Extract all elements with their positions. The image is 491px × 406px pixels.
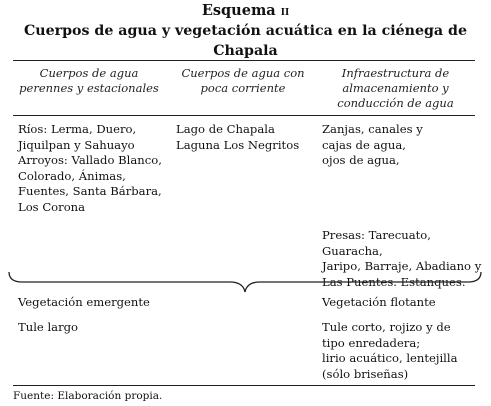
- column-header-perennial: Cuerpos de agua perennes y estacionales: [19, 66, 159, 95]
- emergent-vegetation-heading: Vegetación emergente: [18, 295, 150, 309]
- schema-label: [0, 2, 491, 21]
- floating-vegetation-heading: Vegetación flotante: [322, 295, 436, 309]
- schema-word: Esquema: [201, 2, 281, 19]
- column-header-low-current: Cuerpos de agua con poca corriente: [181, 66, 305, 95]
- schema-title: Cuerpos de agua y vegetación acuática en la ciénega de Chapala: [23, 23, 467, 59]
- perennial-water-bodies: Ríos: Lerma, Duero, Jiquilpan y Sahuayo Arroyos: Vallado Blanco, Colorado, Ánimas, Fuentes, Santa Bárbara, Los Corona: [18, 122, 162, 214]
- bottom-rule: [13, 385, 475, 386]
- schema-header: [0, 2, 491, 61]
- floating-vegetation-items: Tule corto, rojizo y de tipo enredadera; lirio acuático, lentejilla (sólo briseñas): [322, 320, 458, 381]
- emergent-vegetation-items: Tule largo: [18, 320, 79, 334]
- low-current-water-bodies: Lago de Chapala Laguna Los Negritos: [176, 122, 300, 152]
- column-header-infrastructure: Infraestructura de almacenamiento y conducción de agua: [337, 66, 454, 110]
- curly-brace-divider: [8, 270, 482, 294]
- schema-number: ii: [280, 4, 290, 19]
- source-note: Fuente: Elaboración propia.: [13, 390, 163, 402]
- header-rule: [13, 115, 475, 116]
- infrastructure-channels: Zanjas, canales y cajas de agua, ojos de agua,: [322, 122, 423, 168]
- infrastructure-dams: Presas: Tarecuato, Guaracha, Jaripo, Barraje, Abadiano y Las Puentes. Estanques.: [322, 228, 482, 289]
- top-rule: [13, 60, 475, 61]
